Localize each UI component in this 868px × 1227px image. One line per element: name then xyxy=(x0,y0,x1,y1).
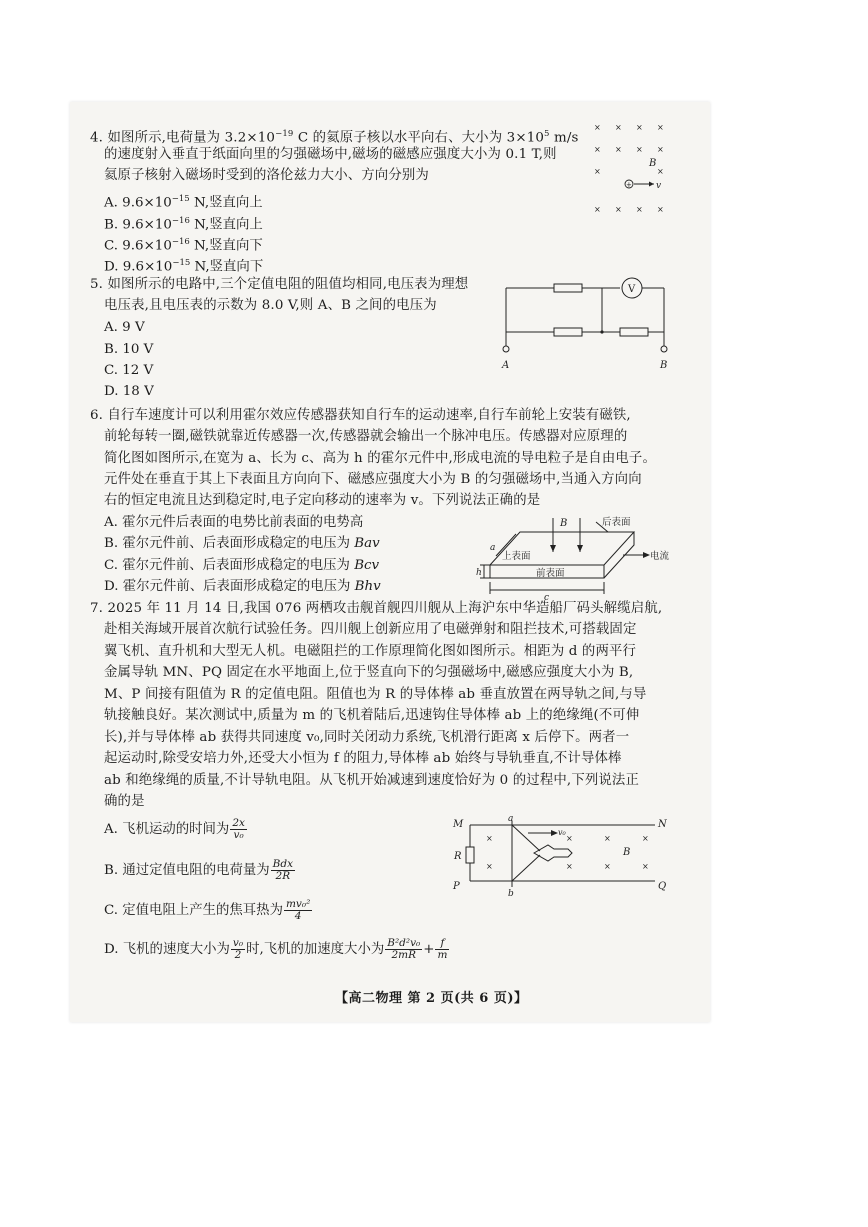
q5-option-d[interactable]: D. 18 V xyxy=(104,384,154,399)
q7-line-7: 长),并与导体棒 ab 获得共同速度 v₀,同时关闭动力系统,飞机滑行距离 x 后停下。两者一 xyxy=(104,730,630,745)
q7-line-6: 轨接触良好。某次测试中,质量为 m 的飞机着陆后,迅速钩住导体棒 ab 上的绝缘绳(不可伸 xyxy=(104,708,640,723)
svg-text:×: × xyxy=(594,167,601,176)
q4-option-a[interactable]: A. $9.6\times 10^{-15}$ N,竖直向上 xyxy=(104,194,263,211)
front-face-label: 前表面 xyxy=(536,568,565,579)
svg-text:×: × xyxy=(657,205,664,214)
q4-line-2: 的速度射入垂直于纸面向里的匀强磁场中,磁场的磁感应强度大小为 0.1 T,则 xyxy=(104,147,557,162)
q4-magnetic-field-figure xyxy=(590,118,670,218)
hall-field-label: B xyxy=(560,518,568,529)
q6-line-3: 简化图如图所示,在宽为 a、长为 c、高为 h 的霍尔元件中,形成电流的导电粒子是自由电子。 xyxy=(104,451,656,466)
fixed-resistor xyxy=(466,847,474,863)
label-p: P xyxy=(453,881,460,892)
current-label: 电流 xyxy=(650,551,670,562)
q5-option-c[interactable]: C. 12 V xyxy=(104,363,154,378)
q5-line-1: 5. 如图所示的电路中,三个定值电阻的阻值均相同,电压表为理想 xyxy=(90,277,469,292)
q4-option-c[interactable]: C. $9.6\times 10^{-16}$ N,竖直向下 xyxy=(104,237,263,254)
q4-option-d[interactable]: D. $9.6\times 10^{-15}$ N,竖直向下 xyxy=(104,258,264,275)
svg-text:×: × xyxy=(657,145,664,154)
q7-option-d[interactable]: D. 飞机的速度大小为 $\frac{\text{v₀}}{2}$ 时,飞机的加速度大小为 $\frac{\text{B²d²v₀}}{2mR}$ + $\frac{f}{m}$ xyxy=(104,937,448,961)
q6-option-d[interactable]: D. 霍尔元件前、后表面形成稳定的电压为 Bhv xyxy=(104,579,381,594)
svg-text:×: × xyxy=(642,862,649,871)
resistor-bottom-right xyxy=(620,328,648,336)
svg-text:×: × xyxy=(486,862,493,871)
q7-option-b[interactable]: B. 通过定值电阻的电荷量为 $\frac{\text{Bdx}}{2R}$ xyxy=(104,858,294,882)
q6-option-b[interactable]: B. 霍尔元件前、后表面形成稳定的电压为 Bav xyxy=(104,536,380,551)
q7-option-a[interactable]: A. 飞机运动的时间为 $\frac{2x}{\text{v₀}}$ xyxy=(104,817,245,841)
label-n: N xyxy=(658,819,667,830)
svg-text:×: × xyxy=(642,834,649,843)
q7-electromagnetic-arrest-figure xyxy=(450,815,675,897)
svg-text:×: × xyxy=(636,145,643,154)
label-velocity: v₀ xyxy=(558,828,566,837)
q6-option-c[interactable]: C. 霍尔元件前、后表面形成稳定的电压为 Bcv xyxy=(104,558,380,573)
resistor-bottom-left xyxy=(554,328,582,336)
back-face-label: 后表面 xyxy=(602,517,631,528)
q7-line-4: 金属导轨 MN、PQ 固定在水平地面上,位于竖直向下的匀强磁场中,磁感应强度大小为 B, xyxy=(104,665,634,680)
svg-text:×: × xyxy=(604,834,611,843)
svg-text:×: × xyxy=(636,123,643,132)
terminal-b-label: B xyxy=(660,360,668,371)
q5-circuit-figure xyxy=(498,274,678,374)
svg-text:×: × xyxy=(594,145,601,154)
q5-line-2: 电压表,且电压表的示数为 8.0 V,则 A、B 之间的电压为 xyxy=(104,298,437,313)
svg-text:×: × xyxy=(566,862,573,871)
nucleus-charge-sign: + xyxy=(626,181,632,189)
label-a: a xyxy=(508,815,514,824)
q6-line-5: 右的恒定电流且达到稳定时,电子定向移动的速率为 v。下列说法正确的是 xyxy=(104,493,541,508)
svg-text:×: × xyxy=(594,205,601,214)
resistor-top xyxy=(554,284,582,292)
svg-text:×: × xyxy=(657,167,664,176)
aircraft xyxy=(534,845,572,861)
top-face-label: 上表面 xyxy=(502,551,531,562)
label-r: R xyxy=(454,851,462,862)
q6-option-a[interactable]: A. 霍尔元件后表面的电势比前表面的电势高 xyxy=(104,515,364,530)
q4-line-1: 4. 如图所示,电荷量为 $3.2\times 10^{-19}$ C 的氦原子核以水平向右、大小为 $3\times 10^5$ m/s xyxy=(90,129,579,146)
q6-line-2: 前轮每转一圈,磁铁就靠近传感器一次,传感器就会输出一个脉冲电压。传感器对应原理的 xyxy=(104,429,628,444)
terminal-a-label: A xyxy=(502,360,510,371)
q6-hall-element-figure xyxy=(476,512,676,604)
q7-line-9: ab 和绝缘绳的质量,不计导轨电阻。从飞机开始减速到速度恰好为 0 的过程中,下列说法正 xyxy=(104,773,640,788)
q6-line-1: 6. 自行车速度计可以利用霍尔效应传感器获知自行车的运动速率,自行车前轮上安装有磁铁, xyxy=(90,408,631,423)
svg-text:×: × xyxy=(486,834,493,843)
svg-text:×: × xyxy=(657,123,664,132)
label-b-end: b xyxy=(508,889,514,897)
q6-line-4: 元件处在垂直于其上下表面且方向向下、磁感应强度大小为 B 的匀强磁场中,当通入方向向 xyxy=(104,472,642,487)
svg-text:×: × xyxy=(566,834,573,843)
q7-line-1: 7. 2025 年 11 月 14 日,我国 076 两栖攻击舰首舰四川舰从上海沪东中华造船厂码头解缆启航, xyxy=(90,601,663,616)
width-a-label: a xyxy=(490,543,496,553)
q7-line-2: 赴相关海域开展首次航行试验任务。四川舰上创新应用了电磁弹射和阻拦技术,可搭载固定 xyxy=(104,622,637,637)
q7-line-10: 确的是 xyxy=(104,794,145,809)
q4-line-3: 氦原子核射入磁场时受到的洛伦兹力大小、方向分别为 xyxy=(104,168,429,183)
svg-text:×: × xyxy=(615,145,622,154)
page-footer: 【高二物理 第 2 页(共 6 页)】 xyxy=(335,991,528,1006)
height-h-label: h xyxy=(476,568,482,578)
svg-text:×: × xyxy=(594,123,601,132)
velocity-label: v xyxy=(656,181,662,191)
svg-text:×: × xyxy=(615,205,622,214)
label-q: Q xyxy=(658,881,667,892)
q4-option-b[interactable]: B. $9.6\times 10^{-16}$ N,竖直向上 xyxy=(104,216,263,233)
svg-text:×: × xyxy=(604,862,611,871)
field-label-b: B xyxy=(649,158,657,169)
label-field-b: B xyxy=(623,847,631,858)
q5-option-b[interactable]: B. 10 V xyxy=(104,342,154,357)
q7-line-3: 翼飞机、直升机和大型无人机。电磁阻拦的工作原理简化图如图所示。相距为 d 的两平行 xyxy=(104,644,637,659)
q5-option-a[interactable]: A. 9 V xyxy=(104,320,145,335)
q7-option-c[interactable]: C. 定值电阻上产生的焦耳热为 $\frac{\text{mv₀²}}{4}$ xyxy=(104,898,311,922)
voltmeter-label: V xyxy=(628,284,636,295)
q7-line-5: M、P 间接有阻值为 R 的定值电阻。阻值也为 R 的导体棒 ab 垂直放置在两导轨之间,与导 xyxy=(104,687,647,702)
length-c-label: c xyxy=(544,593,550,603)
q7-line-8: 起运动时,除受安培力外,还受大小恒为 f 的阻力,导体棒 ab 始终与导轨垂直,不计导体棒 xyxy=(104,751,622,766)
svg-text:×: × xyxy=(636,205,643,214)
svg-text:×: × xyxy=(615,123,622,132)
label-m: M xyxy=(453,819,464,830)
